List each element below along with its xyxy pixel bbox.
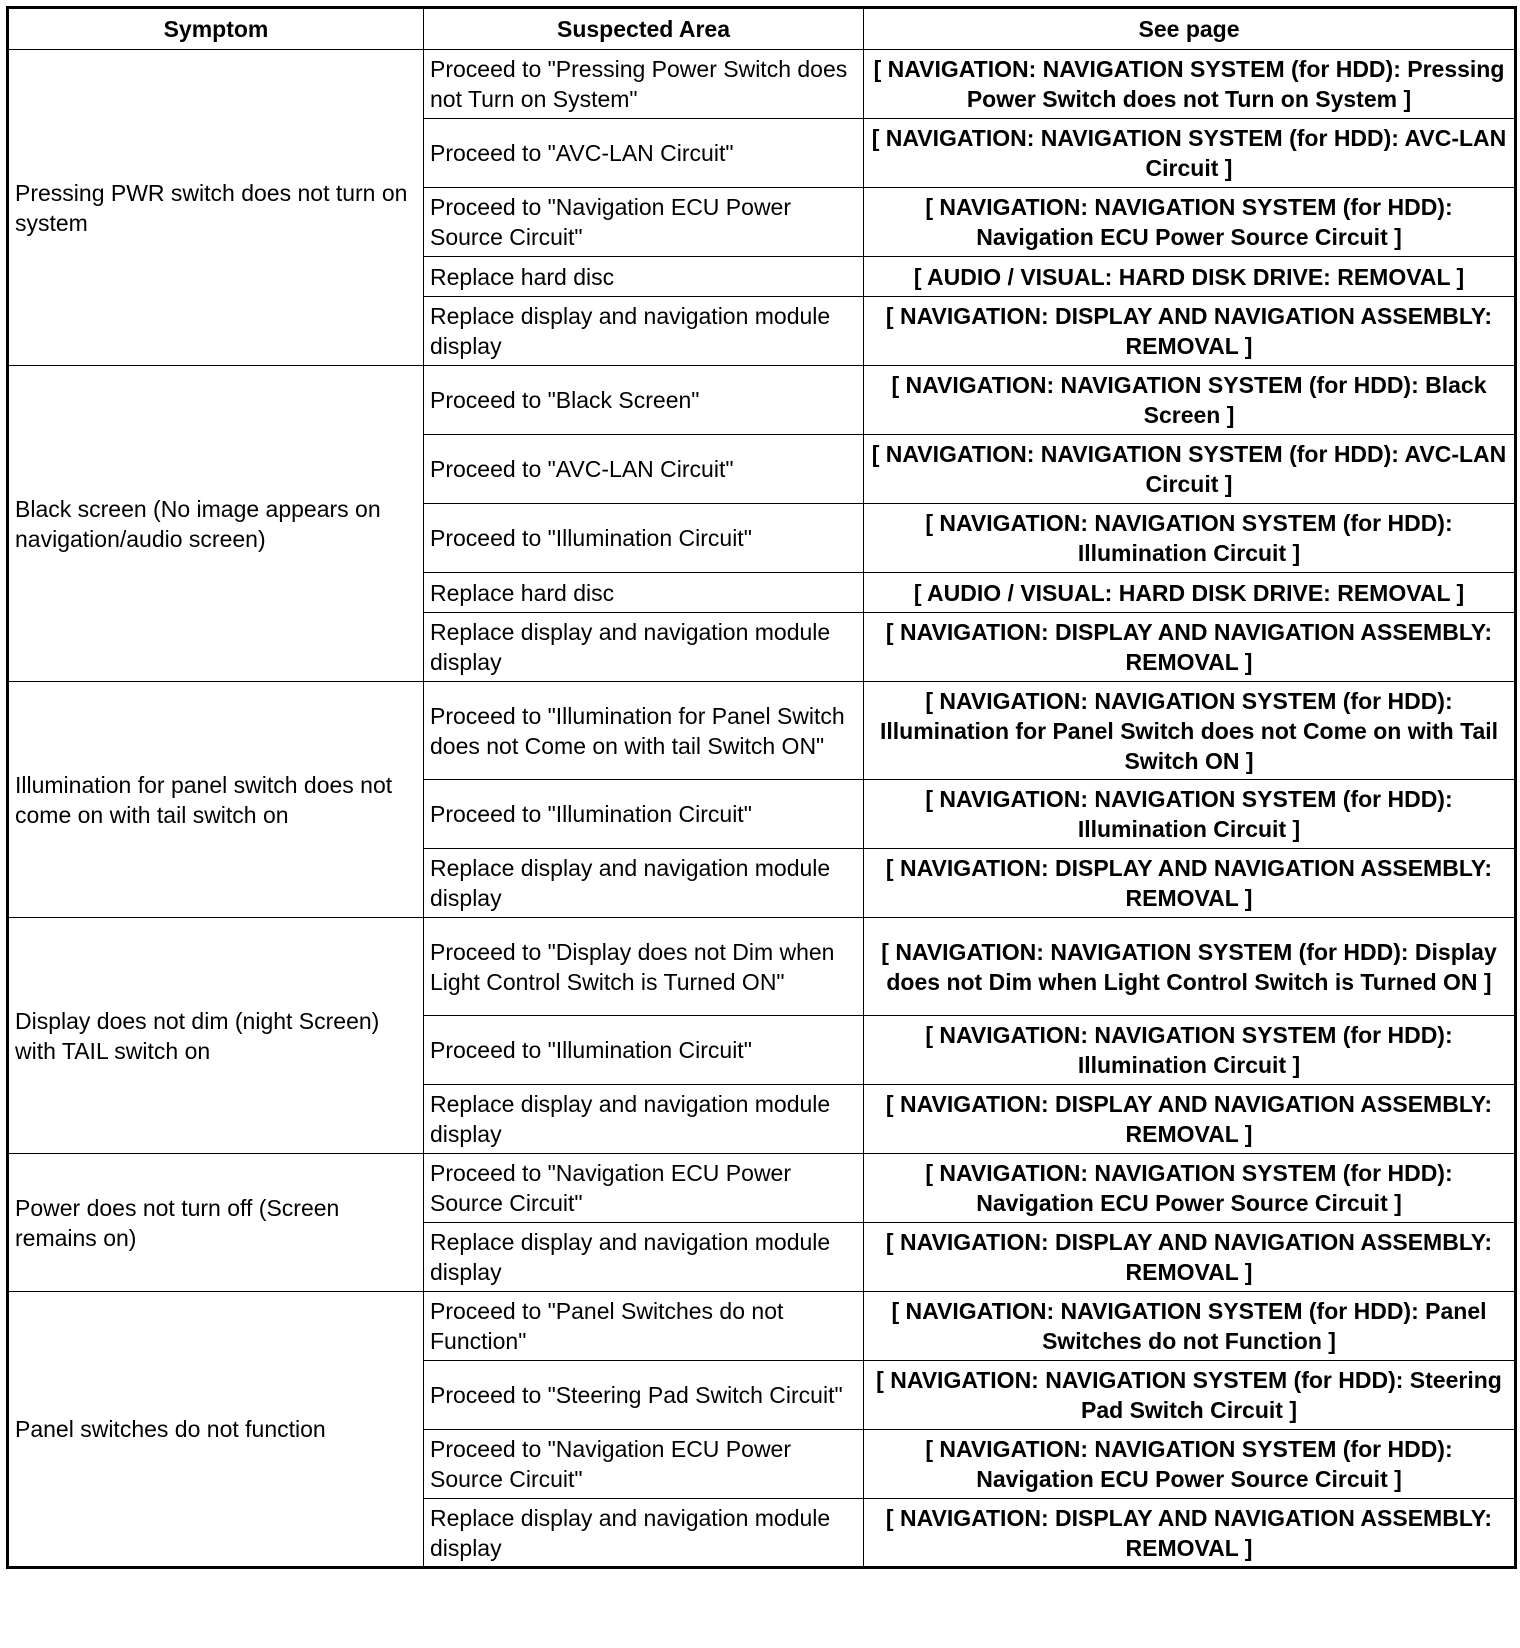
symptom-cell: Black screen (No image appears on navigation/audio screen) [8,366,424,682]
see-page-cell: [ NAVIGATION: NAVIGATION SYSTEM (for HDD): Navigation ECU Power Source Circuit ] [864,1154,1516,1223]
table-header [8,8,1516,50]
suspected-area-cell: Proceed to "AVC-LAN Circuit" [424,435,864,504]
suspected-area-cell: Replace hard disc [424,573,864,613]
suspected-area-cell: Replace display and navigation module display [424,1499,864,1568]
see-page-cell: [ NAVIGATION: NAVIGATION SYSTEM (for HDD): Navigation ECU Power Source Circuit ] [864,188,1516,257]
see-page-cell: [ NAVIGATION: NAVIGATION SYSTEM (for HDD): AVC-LAN Circuit ] [864,435,1516,504]
see-page-cell: [ NAVIGATION: DISPLAY AND NAVIGATION ASSEMBLY: REMOVAL ] [864,1223,1516,1292]
suspected-area-cell: Replace display and navigation module display [424,1085,864,1154]
see-page-cell: [ NAVIGATION: NAVIGATION SYSTEM (for HDD): Illumination for Panel Switch does not Come on with Tail Switch ON ] [864,682,1516,780]
suspected-area-cell: Proceed to "Navigation ECU Power Source Circuit" [424,1430,864,1499]
suspected-area-cell: Replace hard disc [424,257,864,297]
see-page-cell: [ NAVIGATION: DISPLAY AND NAVIGATION ASSEMBLY: REMOVAL ] [864,1499,1516,1568]
see-page-cell: [ AUDIO / VISUAL: HARD DISK DRIVE: REMOVAL ] [864,573,1516,613]
suspected-area-cell: Proceed to "Illumination Circuit" [424,1016,864,1085]
symptom-cell: Pressing PWR switch does not turn on system [8,50,424,366]
see-page-cell: [ NAVIGATION: DISPLAY AND NAVIGATION ASSEMBLY: REMOVAL ] [864,297,1516,366]
header-suspected-area: Suspected Area [424,8,864,50]
suspected-area-cell: Proceed to "Illumination for Panel Switch does not Come on with tail Switch ON" [424,682,864,780]
symptom-cell: Power does not turn off (Screen remains on) [8,1154,424,1292]
suspected-area-cell: Proceed to "AVC-LAN Circuit" [424,119,864,188]
see-page-cell: [ NAVIGATION: NAVIGATION SYSTEM (for HDD): Panel Switches do not Function ] [864,1292,1516,1361]
see-page-cell: [ NAVIGATION: NAVIGATION SYSTEM (for HDD): Steering Pad Switch Circuit ] [864,1361,1516,1430]
suspected-area-cell: Proceed to "Pressing Power Switch does not Turn on System" [424,50,864,119]
see-page-cell: [ NAVIGATION: NAVIGATION SYSTEM (for HDD): Pressing Power Switch does not Turn on System ] [864,50,1516,119]
see-page-cell: [ NAVIGATION: DISPLAY AND NAVIGATION ASSEMBLY: REMOVAL ] [864,1085,1516,1154]
table-row [8,366,1516,435]
see-page-cell: [ NAVIGATION: NAVIGATION SYSTEM (for HDD): Illumination Circuit ] [864,1016,1516,1085]
see-page-cell: [ NAVIGATION: NAVIGATION SYSTEM (for HDD): AVC-LAN Circuit ] [864,119,1516,188]
see-page-cell: [ NAVIGATION: NAVIGATION SYSTEM (for HDD): Illumination Circuit ] [864,780,1516,849]
suspected-area-cell: Proceed to "Display does not Dim when Light Control Switch is Turned ON" [424,918,864,1016]
see-page-cell: [ NAVIGATION: NAVIGATION SYSTEM (for HDD): Illumination Circuit ] [864,504,1516,573]
see-page-cell: [ NAVIGATION: NAVIGATION SYSTEM (for HDD): Black Screen ] [864,366,1516,435]
table-row [8,682,1516,780]
suspected-area-cell: Proceed to "Illumination Circuit" [424,780,864,849]
see-page-cell: [ NAVIGATION: DISPLAY AND NAVIGATION ASSEMBLY: REMOVAL ] [864,613,1516,682]
suspected-area-cell: Proceed to "Black Screen" [424,366,864,435]
table-row [8,1292,1516,1361]
suspected-area-cell: Replace display and navigation module display [424,1223,864,1292]
symptom-cell: Illumination for panel switch does not come on with tail switch on [8,682,424,918]
header-row [8,8,1516,50]
suspected-area-cell: Replace display and navigation module display [424,849,864,918]
suspected-area-cell: Replace display and navigation module display [424,297,864,366]
table-row [8,50,1516,119]
suspected-area-cell: Replace display and navigation module display [424,613,864,682]
see-page-cell: [ AUDIO / VISUAL: HARD DISK DRIVE: REMOVAL ] [864,257,1516,297]
table-row [8,918,1516,1016]
table-body [8,50,1516,1568]
header-see-page: See page [864,8,1516,50]
see-page-cell: [ NAVIGATION: DISPLAY AND NAVIGATION ASSEMBLY: REMOVAL ] [864,849,1516,918]
suspected-area-cell: Proceed to "Panel Switches do not Function" [424,1292,864,1361]
symptom-cell: Display does not dim (night Screen) with TAIL switch on [8,918,424,1154]
table-row [8,1154,1516,1223]
suspected-area-cell: Proceed to "Illumination Circuit" [424,504,864,573]
see-page-cell: [ NAVIGATION: NAVIGATION SYSTEM (for HDD): Navigation ECU Power Source Circuit ] [864,1430,1516,1499]
suspected-area-cell: Proceed to "Navigation ECU Power Source Circuit" [424,1154,864,1223]
header-symptom: Symptom [8,8,424,50]
see-page-cell: [ NAVIGATION: NAVIGATION SYSTEM (for HDD): Display does not Dim when Light Control Switch is Turned ON ] [864,918,1516,1016]
troubleshooting-table [6,6,1517,1569]
suspected-area-cell: Proceed to "Steering Pad Switch Circuit" [424,1361,864,1430]
symptom-cell: Panel switches do not function [8,1292,424,1568]
suspected-area-cell: Proceed to "Navigation ECU Power Source Circuit" [424,188,864,257]
